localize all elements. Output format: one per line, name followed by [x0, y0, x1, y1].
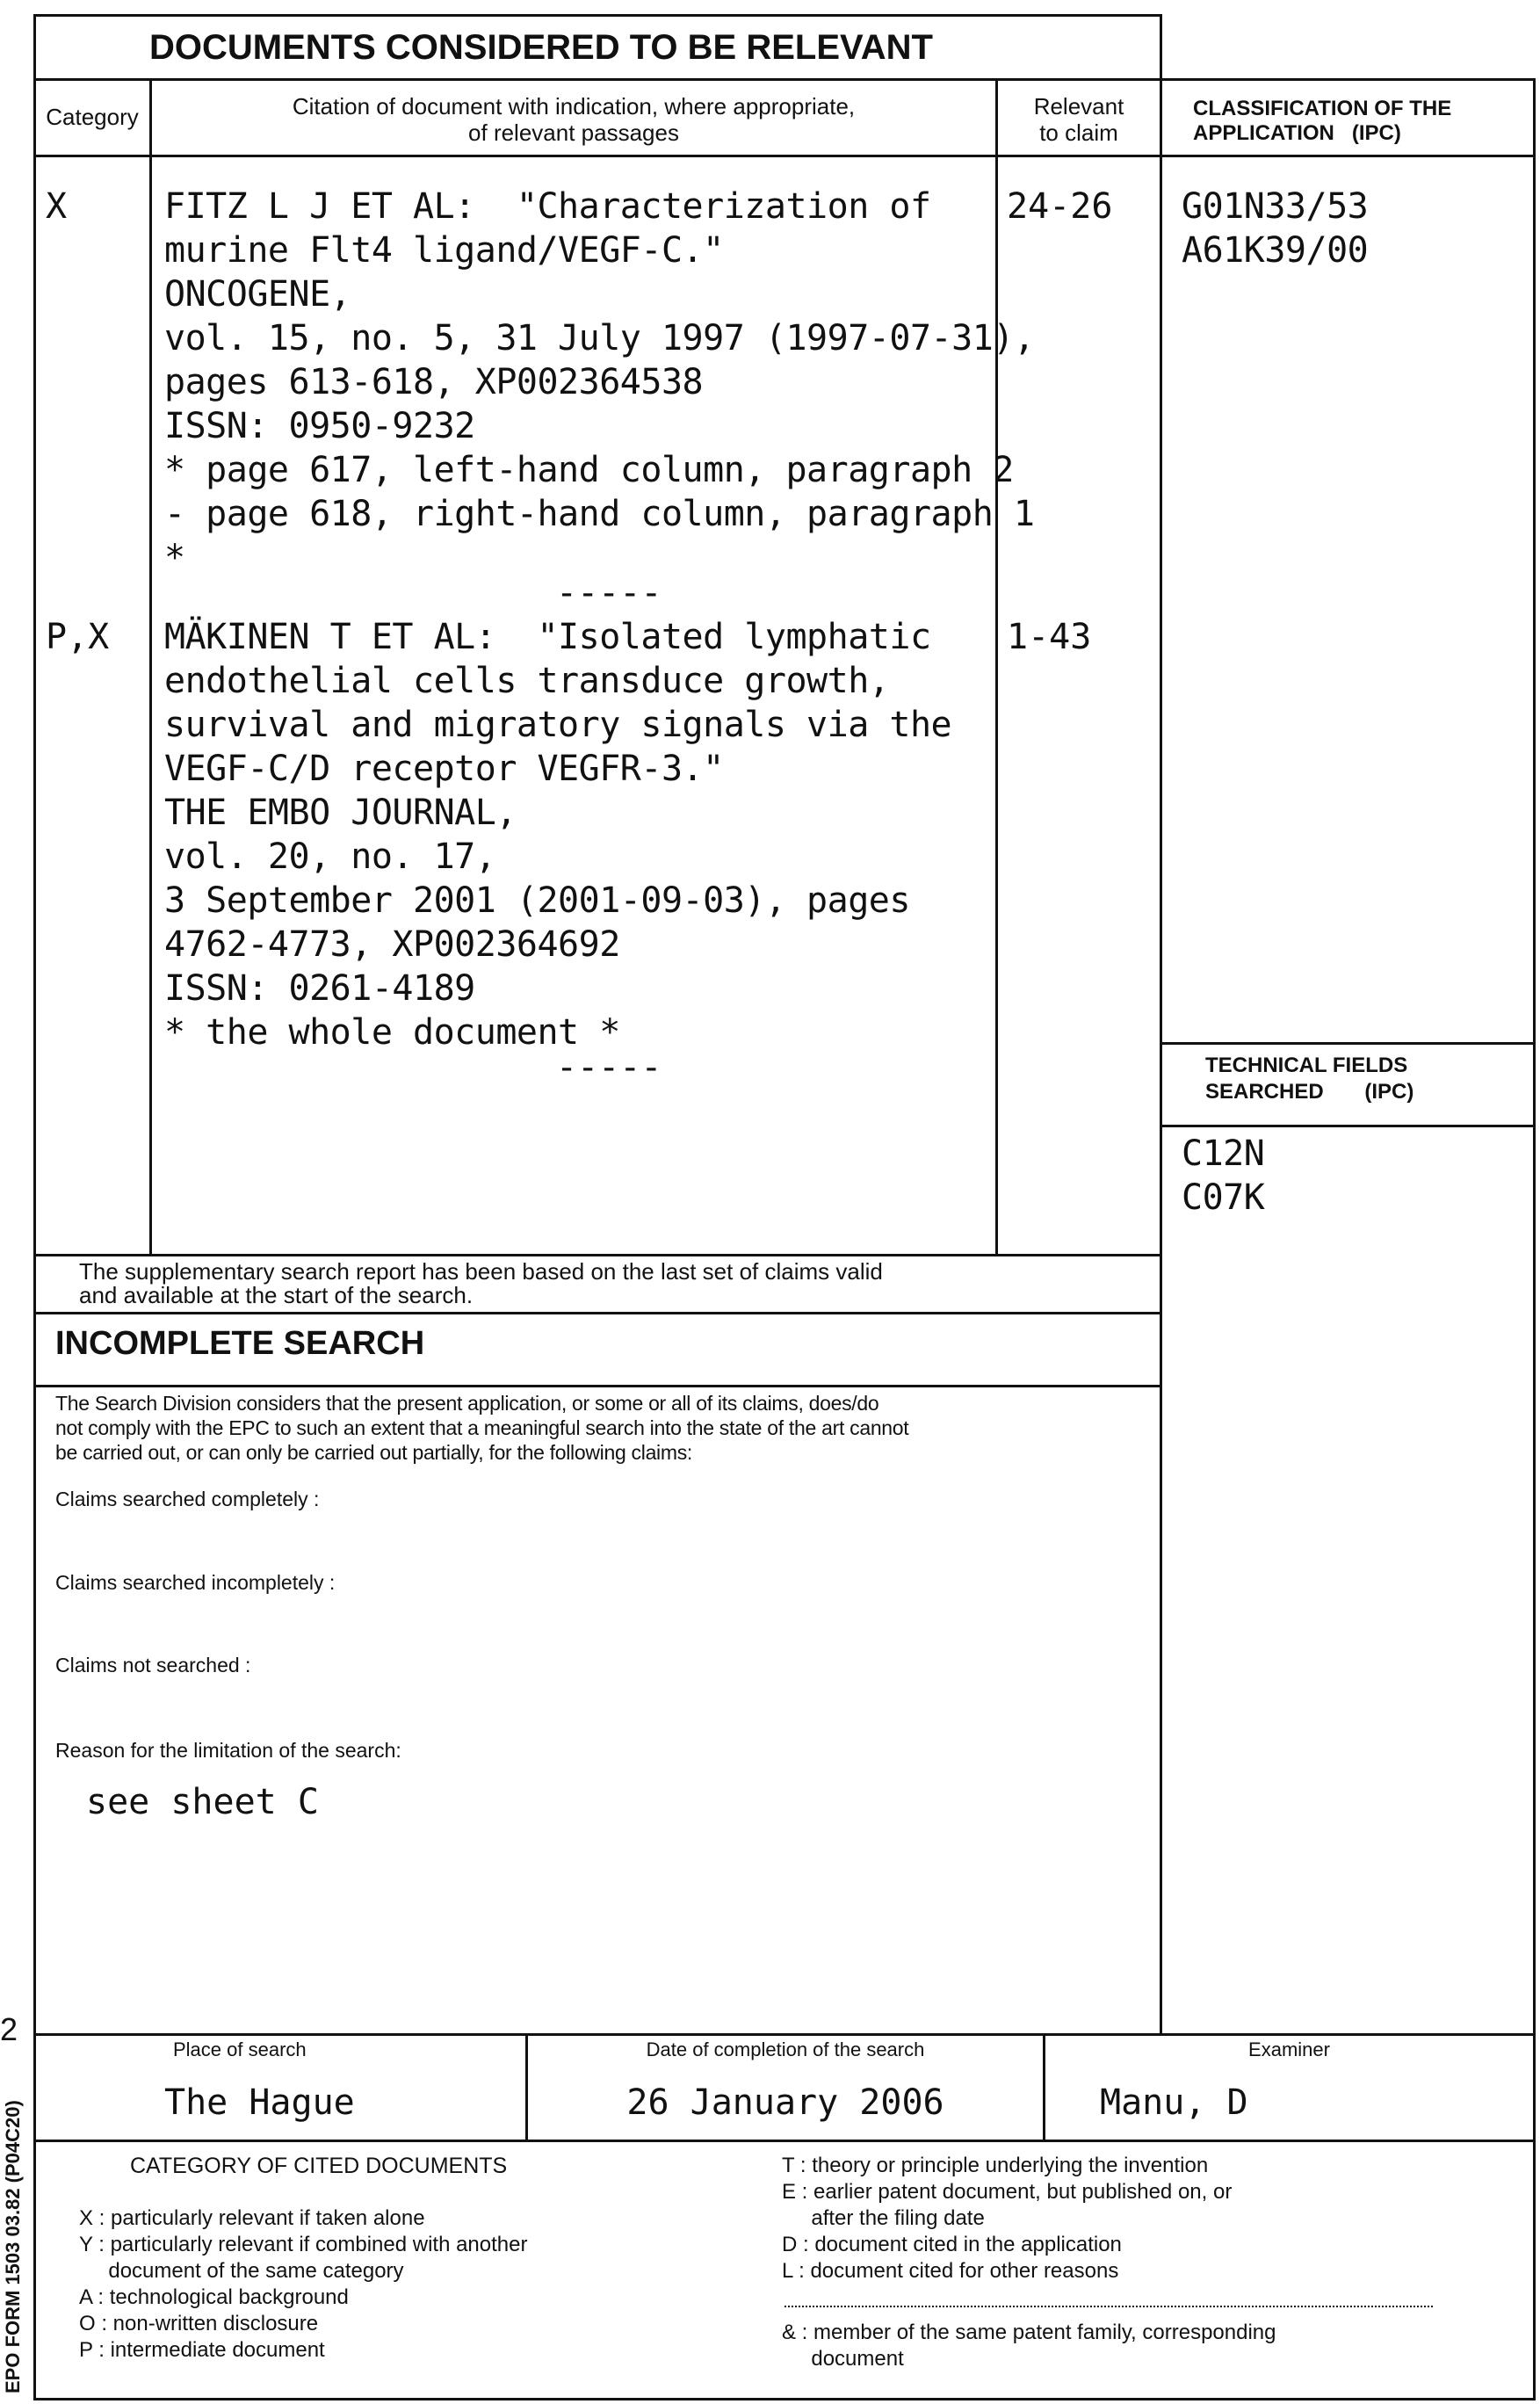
citation-relevant-claims: 24-26	[1007, 185, 1112, 228]
rule	[1533, 78, 1536, 2400]
form-label: EPO FORM 1503 03.82 (P04C20)	[2, 2100, 25, 2393]
limitation-reason-value: see sheet C	[86, 1780, 319, 1824]
claims-searched-incompletely-label: Claims searched incompletely :	[55, 1570, 335, 1595]
rule	[33, 2140, 1536, 2142]
column-header-classification: CLASSIFICATION OF THE APPLICATION (IPC)	[1193, 97, 1451, 146]
rule	[33, 14, 36, 2400]
completion-date-value: 26 January 2006	[528, 2081, 1043, 2125]
incomplete-search-intro: The Search Division considers that the present application, or some or all of its claims, does/do not comply with the EPC to such an extent that a meaningful search into the state of the art cannot be carried out, or can only be carried out partially, for the following claims:	[55, 1391, 908, 1465]
rule	[33, 155, 1536, 157]
citation-category: X	[46, 185, 67, 228]
rule	[33, 78, 1536, 81]
examiner-label: Examiner	[1045, 2038, 1533, 2061]
claims-searched-completely-label: Claims searched completely :	[55, 1487, 319, 1511]
examiner-value: Manu, D	[1100, 2081, 1248, 2125]
column-header-citation: Citation of document with indication, where appropriate, of relevant passages	[152, 93, 995, 146]
completion-date-label: Date of completion of the search	[528, 2038, 1043, 2061]
citation-separator: -----	[556, 1046, 662, 1090]
citation-text: FITZ L J ET AL: "Characterization of murine Flt4 ligand/VEGF-C." ONCOGENE, vol. 15, no. 5, 31 July 1997 (1997-07-31), pages 613-618, XP002364538 ISSN: 0950-9232 * page 617, left-hand column, paragraph 2 - page 618, right-hand column, paragraph 1 *	[164, 185, 1034, 580]
rule	[33, 14, 1160, 17]
rule	[1160, 1042, 1536, 1045]
rule	[33, 2398, 1536, 2400]
column-header-category: Category	[35, 104, 149, 130]
legend-left: X : particularly relevant if taken alone Y : particularly relevant if combined with another document of the same category A : technological background O : non-written disclosure P : intermediate document	[79, 2205, 527, 2364]
column-header-relevant: Relevant to claim	[998, 93, 1160, 146]
supplementary-note: The supplementary search report has been based on the last set of claims valid and available at the start of the search.	[79, 1260, 883, 1307]
legend-right-bottom: & : member of the same patent family, corresponding document	[782, 2320, 1276, 2372]
rule	[33, 2033, 1536, 2036]
classification-codes: G01N33/53 A61K39/00	[1182, 185, 1368, 272]
incomplete-search-title: INCOMPLETE SEARCH	[55, 1323, 424, 1364]
limitation-reason-label: Reason for the limitation of the search:	[55, 1738, 401, 1763]
citation-relevant-claims: 1-43	[1007, 615, 1091, 659]
citation-separator: -----	[556, 571, 662, 615]
place-of-search-label: Place of search	[173, 2038, 307, 2061]
rule	[1160, 14, 1162, 2034]
rule	[149, 78, 152, 1256]
rule	[33, 1254, 1160, 1256]
legend-right-top: T : theory or principle underlying the invention E : earlier patent document, but published on, or after the filing date D : document cited in the application L : document cited for other reasons	[782, 2153, 1232, 2285]
citation-category: P,X	[46, 615, 109, 659]
sheet-number: 2	[0, 2012, 18, 2047]
rule	[1160, 1125, 1536, 1127]
rule	[33, 1385, 1160, 1387]
place-of-search-value: The Hague	[164, 2081, 355, 2125]
rule	[33, 1312, 1160, 1314]
technical-fields-codes: C12N C07K	[1182, 1132, 1264, 1220]
legend-dotted-divider	[784, 2306, 1433, 2307]
citation-text: MÄKINEN T ET AL: "Isolated lymphatic endothelial cells transduce growth, survival and migratory signals via the VEGF-C/D receptor VEGFR-3." THE EMBO JOURNAL, vol. 20, no. 17, 3 September 2001 (2001-09-03), pages 4762-4773, XP002364692 ISSN: 0261-4189 * the whole document *	[164, 615, 951, 1054]
legend-title: CATEGORY OF CITED DOCUMENTS	[130, 2153, 507, 2179]
page-title: DOCUMENTS CONSIDERED TO BE RELEVANT	[149, 26, 933, 69]
claims-not-searched-label: Claims not searched :	[55, 1653, 250, 1677]
technical-fields-label: TECHNICAL FIELDS SEARCHED (IPC)	[1205, 1053, 1413, 1105]
